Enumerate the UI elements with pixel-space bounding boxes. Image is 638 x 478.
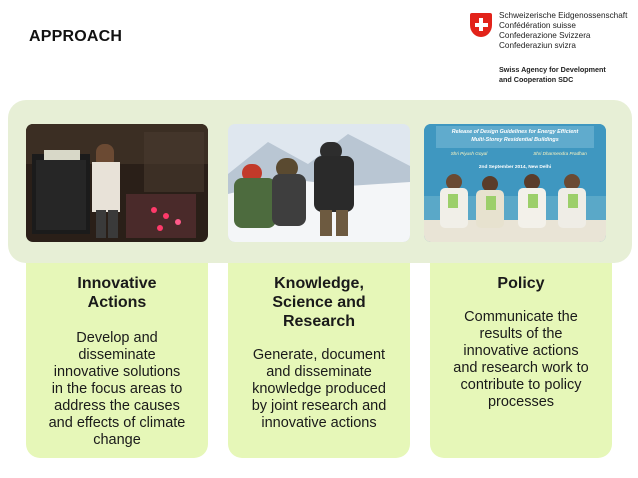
slide-title: APPROACH	[29, 28, 123, 45]
svg-text:Release of Design Guidelines f: Release of Design Guidelines for Energy Efficient	[451, 129, 579, 135]
card-innovative-actions	[26, 263, 208, 458]
workshop-photo	[26, 124, 208, 242]
guidelines-release-photo	[424, 124, 606, 242]
swiss-flag-icon	[470, 13, 492, 37]
card-body: Develop and disseminate innovative solutions in the focus areas to address the causes and effects of climate change	[48, 330, 186, 448]
card-knowledge-science-research	[228, 263, 410, 458]
card-title: Policy	[497, 275, 545, 292]
svg-text:2nd September 2014, New Delhi: 2nd September 2014, New Delhi	[478, 165, 552, 170]
svg-text:Shri Dharmendra Pradhan: Shri Dharmendra Pradhan	[533, 151, 587, 156]
card-body: Communicate the results of the innovative actions and research work to contribute to policy processes	[453, 309, 589, 410]
card-title: Innovative Actions	[77, 275, 157, 311]
svg-text:Multi-Storey Residential Build: Multi-Storey Residential Buildings	[471, 137, 559, 143]
sdc-logo	[468, 10, 633, 90]
svg-text:Shri Piyush Goyal: Shri Piyush Goyal	[450, 151, 488, 156]
card-policy	[430, 263, 612, 458]
card-title: Knowledge, Science and Research	[272, 275, 366, 330]
glacier-field-photo	[228, 124, 410, 242]
logo-confederation-text: Schweizerische Eidgenossenschaft Confédération suisse Confederazione Svizzera Confederaziun svizra	[499, 11, 628, 50]
logo-agency-text: Swiss Agency for Development and Cooperation SDC	[499, 65, 606, 84]
card-body: Generate, document and disseminate knowledge produced by joint research and innovative actions	[251, 347, 387, 431]
